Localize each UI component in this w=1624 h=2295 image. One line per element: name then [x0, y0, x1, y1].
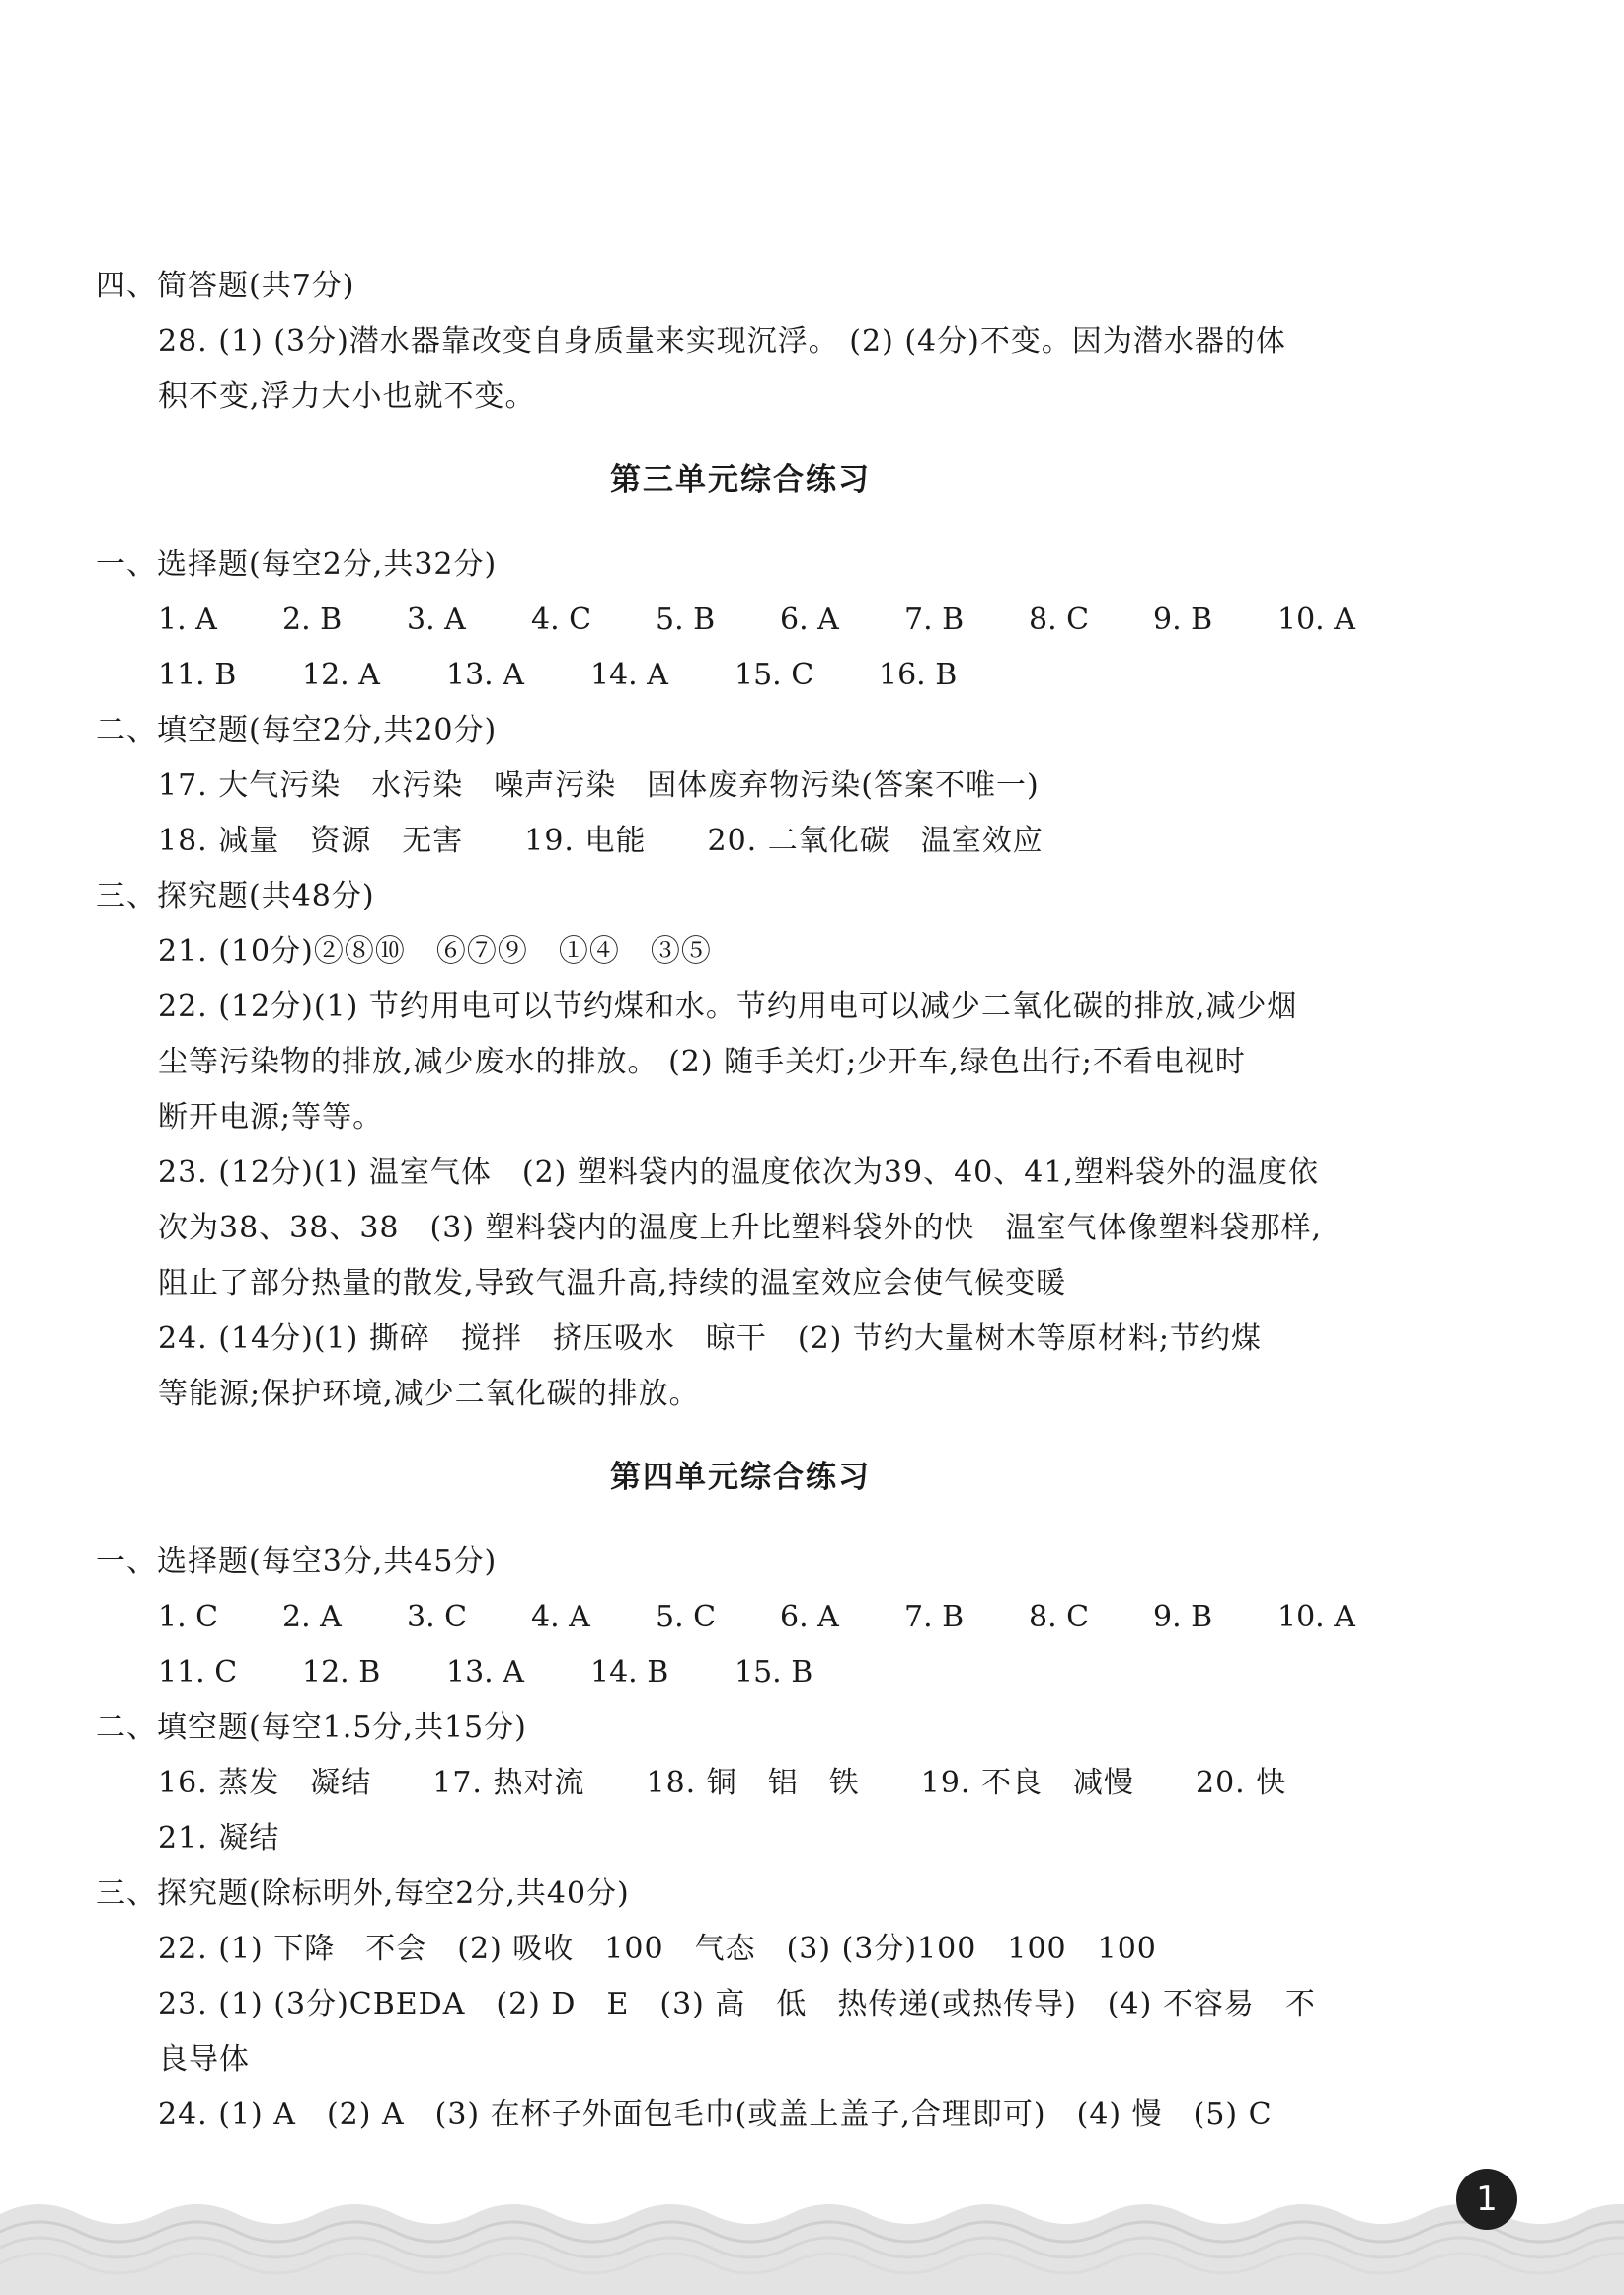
answer-item: 7. B	[904, 1600, 965, 1634]
unit4-explore-heading: 三、探究题(除标明外,每空2分,共40分)	[96, 1876, 630, 1911]
answer-item: 14. A	[590, 658, 668, 692]
answer-item: 1. C	[158, 1600, 219, 1634]
unit4-q16-20: 16. 蒸发 凝结 17. 热对流 18. 铜 铝 铁 19. 不良 减慢 20. 快	[158, 1766, 1287, 1800]
unit3-q21: 21. (10分)②⑧⑩ ⑥⑦⑨ ①④ ③⑤	[158, 934, 712, 969]
answer-item: 3. A	[407, 602, 466, 637]
unit3-q23-line-3: 阻止了部分热量的散发,导致气温升高,持续的温室效应会使气候变暖	[158, 1266, 1067, 1301]
answer-item: 15. C	[735, 658, 814, 692]
q28-line-1: 28. (1) (3分)潜水器靠改变自身质量来实现沉浮。 (2) (4分)不变。因为潜水器的体	[158, 324, 1286, 358]
unit3-title: 第三单元综合练习	[610, 462, 871, 498]
answer-item: 13. A	[446, 658, 524, 692]
answer-item: 12. B	[302, 1655, 381, 1690]
unit4-q23-line-2: 良导体	[158, 2042, 250, 2077]
answer-item: 10. A	[1277, 602, 1355, 637]
answer-item: 6. A	[780, 1600, 839, 1634]
answer-item: 16. B	[879, 658, 958, 692]
unit3-q23-line-2: 次为38、38、38 (3) 塑料袋内的温度上升比塑料袋外的快 温室气体像塑料袋那样,	[158, 1211, 1323, 1245]
answer-item: 9. B	[1153, 1600, 1213, 1634]
answer-item: 7. B	[904, 602, 965, 637]
answer-item: 6. A	[780, 602, 839, 637]
answer-item: 2. A	[282, 1600, 342, 1634]
unit3-q24-line-1: 24. (14分)(1) 撕碎 搅拌 挤压吸水 晾干 (2) 节约大量树木等原材料;节约煤	[158, 1321, 1262, 1356]
unit3-q23-line-1: 23. (12分)(1) 温室气体 (2) 塑料袋内的温度依次为39、40、41,塑料袋外的温度依	[158, 1155, 1319, 1190]
section-four-heading: 四、简答题(共7分)	[96, 269, 355, 303]
unit3-fill-heading: 二、填空题(每空2分,共20分)	[96, 713, 498, 748]
unit4-q23-line-1: 23. (1) (3分)CBEDA (2) D E (3) 高 低 热传递(或热传导) (4) 不容易 不	[158, 1987, 1316, 2021]
answer-item: 2. B	[282, 602, 343, 637]
answer-item: 11. C	[158, 1655, 238, 1690]
page-number-badge: 1	[1456, 2169, 1517, 2230]
unit3-choice-heading: 一、选择题(每空2分,共32分)	[96, 547, 498, 582]
answer-item: 8. C	[1029, 1600, 1090, 1634]
q28-line-2: 积不变,浮力大小也就不变。	[158, 379, 536, 414]
unit3-q18-20: 18. 减量 资源 无害 19. 电能 20. 二氧化碳 温室效应	[158, 824, 1044, 858]
answer-item: 8. C	[1029, 602, 1090, 637]
wave-footer-decoration	[0, 2184, 1624, 2295]
unit3-q22-line-1: 22. (12分)(1) 节约用电可以节约煤和水。节约用电可以减少二氧化碳的排放,减少烟	[158, 989, 1298, 1024]
unit3-q24-line-2: 等能源;保护环境,减少二氧化碳的排放。	[158, 1377, 700, 1411]
unit4-q22: 22. (1) 下降 不会 (2) 吸收 100 气态 (3) (3分)100 100 100	[158, 1932, 1157, 1966]
answer-item: 9. B	[1153, 602, 1213, 637]
answer-item: 13. A	[446, 1655, 524, 1690]
unit4-q21: 21. 凝结	[158, 1821, 280, 1856]
answer-item: 4. C	[531, 602, 592, 637]
answer-item: 1. A	[158, 602, 217, 637]
answer-item: 10. A	[1277, 1600, 1355, 1634]
unit4-title: 第四单元综合练习	[610, 1460, 871, 1495]
unit4-q24: 24. (1) A (2) A (3) 在杯子外面包毛巾(或盖上盖子,合理即可) (4) 慢 (5) C	[158, 2097, 1273, 2132]
unit3-explore-heading: 三、探究题(共48分)	[96, 879, 375, 913]
answer-item: 11. B	[158, 658, 237, 692]
answer-item: 15. B	[735, 1655, 813, 1690]
answer-item: 3. C	[407, 1600, 468, 1634]
answer-item: 4. A	[531, 1600, 590, 1634]
unit4-fill-heading: 二、填空题(每空1.5分,共15分)	[96, 1710, 527, 1745]
unit3-q22-line-2: 尘等污染物的排放,减少废水的排放。 (2) 随手关灯;少开车,绿色出行;不看电视时	[158, 1045, 1246, 1079]
answer-item: 5. C	[656, 1600, 717, 1634]
unit3-q22-line-3: 断开电源;等等。	[158, 1100, 384, 1135]
answer-item: 14. B	[590, 1655, 669, 1690]
answer-item: 5. B	[656, 602, 716, 637]
answer-item: 12. A	[302, 658, 380, 692]
unit3-q17: 17. 大气污染 水污染 噪声污染 固体废弃物污染(答案不唯一)	[158, 768, 1040, 803]
unit4-choice-heading: 一、选择题(每空3分,共45分)	[96, 1544, 498, 1579]
